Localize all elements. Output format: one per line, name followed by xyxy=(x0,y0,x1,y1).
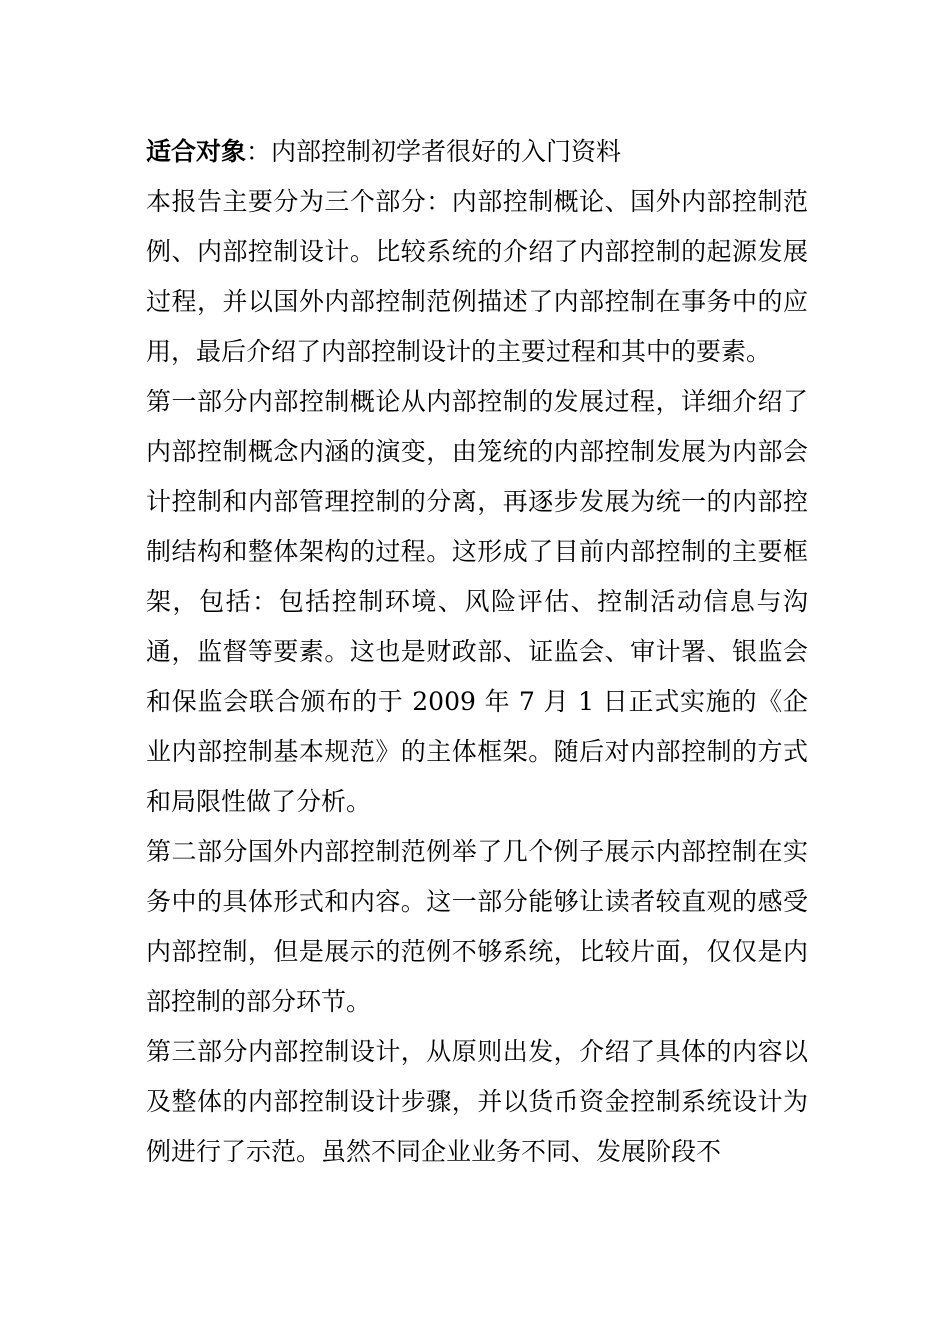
intro-line xyxy=(146,127,808,177)
intro-label: 适合对象 xyxy=(146,137,247,166)
paragraph-part-one: 第一部分内部控制概论从内部控制的发展过程，详细介绍了内部控制概念内涵的演变，由笼统的内部控制发展为内部会计控制和内部管理控制的分离，再逐步发展为统一的内部控制结构和整体架构的过程。这形成了目前内部控制的主要框架，包括：包括控制环境、风险评估、控制活动信息与沟通，监督等要素。这也是财政部、证监会、审计署、银监会和保监会联合颁布的于 2009 年 7 月 1 日正式实施的《企业内部控制基本规范》的主体框架。随后对内部控制的方式和局限性做了分析。 xyxy=(146,387,808,816)
document-page xyxy=(146,127,808,1177)
paragraph-part-three: 第三部分内部控制设计，从原则出发，介绍了具体的内容以及整体的内部控制设计步骤，并以货币资金控制系统设计为例进行了示范。虽然不同企业业务不同、发展阶段不 xyxy=(146,1037,808,1166)
paragraph-part-two: 第二部分国外内部控制范例举了几个例子展示内部控制在实务中的具体形式和内容。这一部分能够让读者较直观的感受内部控制，但是展示的范例不够系统，比较片面，仅仅是内部控制的部分环节。 xyxy=(146,837,808,1016)
intro-text: ：内部控制初学者很好的入门资料 xyxy=(246,137,622,166)
paragraph-overview: 本报告主要分为三个部分：内部控制概论、国外内部控制范例、内部控制设计。比较系统的介绍了内部控制的起源发展过程，并以国外内部控制范例描述了内部控制在事务中的应用，最后介绍了内部控制设计的主要过程和其中的要素。 xyxy=(146,187,808,366)
